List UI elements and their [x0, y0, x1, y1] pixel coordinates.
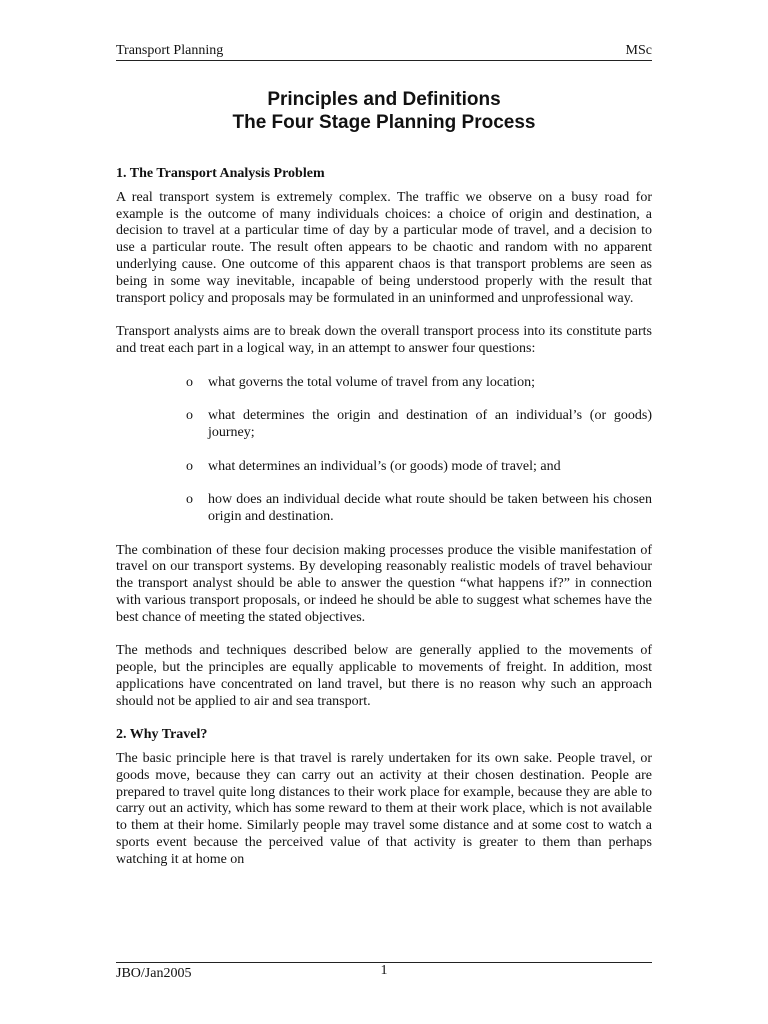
question-text: what determines an individual’s (or goods) mode of travel; and [208, 458, 561, 474]
list-item [116, 459, 652, 476]
section-2-paragraph-1: The basic principle here is that travel is rarely undertaken for its own sake. People travel, or goods move, because they can carry out an activity at their chosen destination. People are prepared to travel quite long distances to their work place for example, because they are able to carry out an activity, which has some reward to them at their work place, which is not available to them at their home. Similarly people may travel some distance and at some cost to watch a sports event because the perceived value of that activity is greater to them than perhaps watching it at home on [116, 751, 652, 867]
bullet-marker: o [186, 408, 193, 424]
title-line-2: The Four Stage Planning Process [232, 112, 536, 133]
bullet-marker: o [186, 374, 193, 390]
section-1-paragraph-2: Transport analysts aims are to break down the overall transport process into its constitute parts and treat each part in a logical way, in an attempt to answer four questions: [116, 324, 652, 356]
section-1-paragraph-4: The methods and techniques described below are generally applied to the movements of people, but the principles are equally applicable to movements of freight. In addition, most applications have concentrated on land travel, but there is no reason why such an approach should not be applied to air and sea transport. [116, 643, 652, 709]
header-course-title: Transport Planning [116, 43, 224, 58]
document-title [116, 88, 652, 134]
page-header [116, 42, 652, 61]
section-2-heading: 2. Why Travel? [116, 727, 208, 743]
question-text: what governs the total volume of travel from any location; [208, 374, 535, 390]
bullet-marker: o [186, 492, 193, 508]
question-text: what determines the origin and destination of an individual’s (or goods) journey; [208, 408, 652, 440]
page-footer [116, 962, 652, 981]
title-line-1: Principles and Definitions [267, 89, 501, 110]
question-text: how does an individual decide what route should be taken between his chosen origin and destination. [208, 492, 652, 524]
list-item [116, 375, 652, 392]
page-number: 1 [380, 963, 388, 978]
document-body [116, 166, 652, 885]
bullet-marker: o [186, 458, 193, 474]
section-1-heading: 1. The Transport Analysis Problem [116, 166, 325, 181]
footer-author-date: JBO/Jan2005 [116, 966, 192, 981]
list-item [116, 408, 652, 442]
section-1-paragraph-3: The combination of these four decision making processes produce the visible manifestation of travel on our transport systems. By developing reasonably realistic models of travel behaviour the transport analyst should be able to answer the question “what happens if?” in connection with various transport proposals, or indeed he should be able to suggest what schemes have the best chance of meeting the stated objectives. [116, 542, 652, 625]
questions-list [116, 375, 652, 526]
list-item [116, 492, 652, 526]
section-1-paragraph-1: A real transport system is extremely complex. The traffic we observe on a busy road for example is the outcome of many individuals choices: a choice of origin and destination, a decision to travel at a particular time of day by a particular mode of travel, and a decision to use a particular route. The result often appears to be chaotic and random with no apparent underlying cause. One outcome of this apparent chaos is that transport problems are seen as being in some way inevitable, incapable of being understood properly with the result that transport policy and proposals may be formulated in an uninformed and unprofessional way. [116, 189, 652, 306]
header-degree-label: MSc [625, 43, 652, 58]
